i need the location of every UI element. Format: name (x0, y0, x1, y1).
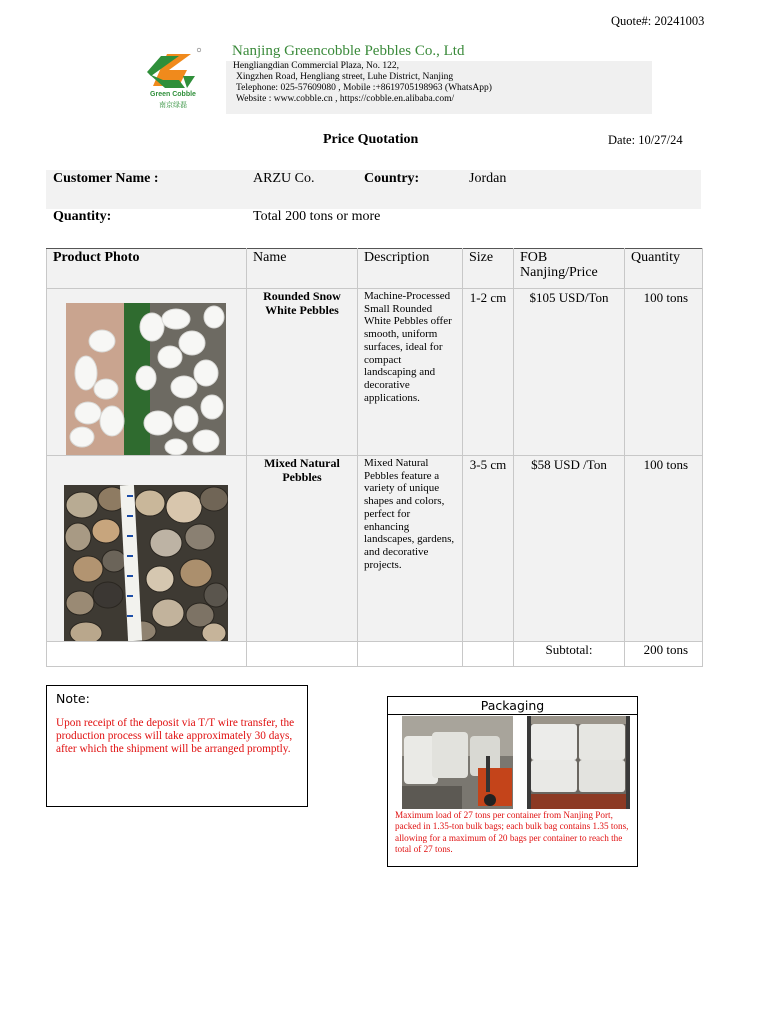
column-header-description: Description (358, 249, 463, 289)
note-title: Note: (56, 691, 90, 706)
product-name: Mixed Natural Pebbles (264, 456, 340, 484)
product-description: Mixed Natural Pebbles feature a variety of unique shapes and colors, perfect for enhancing landscapes, gardens, and decorative projects. (364, 457, 455, 571)
document-title: Price Quotation (323, 132, 419, 147)
quantity-value: Total 200 tons or more (253, 209, 381, 224)
address-line: Hengliangdian Commercial Plaza, No. 122, (233, 61, 399, 71)
column-header-quantity: Quantity (625, 249, 703, 289)
table-header-row (47, 249, 703, 289)
quote-number: Quote#: 20241003 (611, 14, 705, 28)
note-box (46, 685, 308, 807)
column-header-name: Name (247, 249, 358, 289)
subtotal-value: 200 tons (643, 642, 688, 657)
white-pebbles-photo (66, 303, 226, 455)
country-label: Country: (364, 171, 420, 186)
packaging-box (387, 696, 638, 867)
packaging-photo-container (527, 716, 630, 809)
customer-name-label: Customer Name : (53, 171, 159, 186)
packaging-photo-warehouse (402, 716, 513, 809)
mixed-pebbles-photo (64, 485, 228, 641)
address-line: Telephone: 025-57609080 , Mobile :+8619705198963 (WhatsApp) (236, 83, 492, 93)
product-size: 1-2 cm (469, 290, 507, 305)
packaging-title: Packaging (388, 697, 637, 715)
country-value: Jordan (469, 171, 507, 186)
company-logo (143, 46, 203, 112)
note-text: Upon receipt of the deposit via T/T wire transfer, the production process will take approximately 30 days, after which the shipment will be arranged promptly. (56, 717, 295, 756)
product-name: Rounded Snow White Pebbles (263, 289, 341, 317)
logo-text: Green Cobble (150, 91, 196, 98)
subtotal-row (47, 642, 703, 667)
address-line: Website : www.cobble.cn , https://cobble.en.alibaba.com/ (236, 94, 455, 104)
product-quantity: 100 tons (643, 290, 688, 305)
packaging-text: Maximum load of 27 tons per container from Nanjing Port, packed in 1.35-ton bulk bags; each bulk bag contains 1.35 tons, allowing for a maximum of 20 bags per container to reach the total of 27 tons. (395, 810, 629, 854)
document-date: Date: 10/27/24 (608, 133, 683, 147)
product-quantity: 100 tons (643, 457, 688, 472)
product-description: Machine-Processed Small Rounded White Pebbles offer smooth, uniform surfaces, ideal for compact landscaping and decorative applications. (364, 290, 452, 404)
subtotal-label: Subtotal: (545, 642, 593, 657)
company-address-block (226, 61, 652, 114)
product-price: $105 USD/Ton (529, 290, 609, 305)
product-price: $58 USD /Ton (531, 457, 607, 472)
column-header-size: Size (463, 249, 514, 289)
product-size: 3-5 cm (469, 457, 507, 472)
column-header-photo: Product Photo (47, 249, 247, 289)
company-name: Nanjing Greencobble Pebbles Co., Ltd (232, 43, 465, 59)
quantity-label: Quantity: (53, 209, 112, 224)
logo-text-cn: 南京绿磊 (159, 101, 187, 109)
address-line: Xingzhen Road, Hengliang street, Luhe District, Nanjing (236, 72, 454, 82)
customer-name-value: ARZU Co. (253, 171, 315, 186)
column-header-price: FOB Nanjing/Price (514, 249, 625, 289)
